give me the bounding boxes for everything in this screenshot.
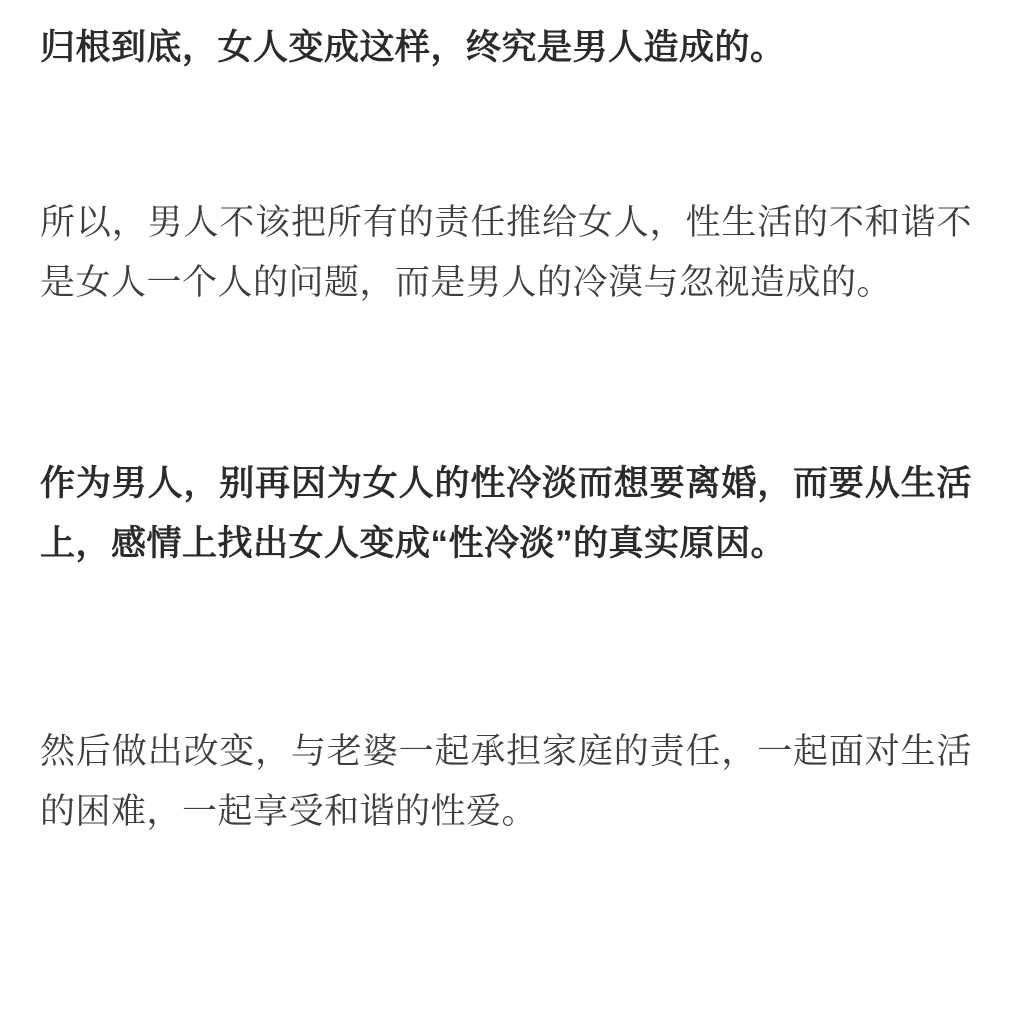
- paragraph-3: 作为男人，别再因为女人的性冷淡而想要离婚，而要从生活上，感情上找出女人变成“性冷淡”的真实原因。: [40, 463, 972, 563]
- paragraph-4: 然后做出改变，与老婆一起承担家庭的责任，一起面对生活的困难，一起享受和谐的性爱。: [40, 731, 972, 832]
- paragraph-2: 所以，男人不该把所有的责任推给女人，性生活的不和谐不是女人一个人的问题，而是男人的冷漠与忽视造成的。: [40, 203, 972, 303]
- article-body: [0, 18, 1012, 842]
- paragraph-1: 归根到底，女人变成这样，终究是男人造成的。: [40, 28, 786, 67]
